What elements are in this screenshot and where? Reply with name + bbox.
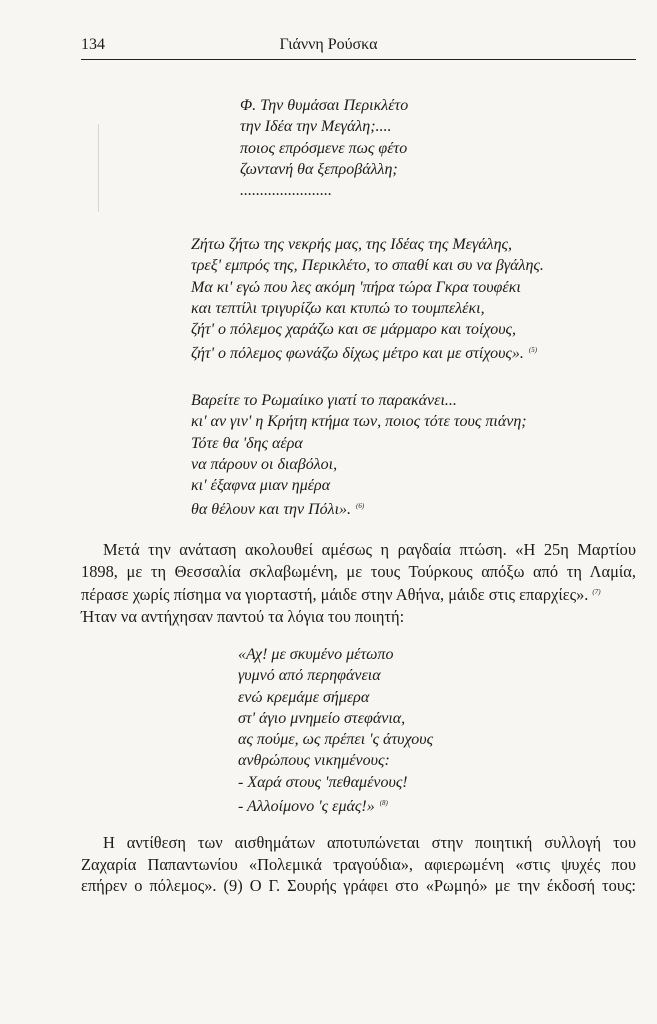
poem-line: ενώ κρεμάμε σήμερα (238, 688, 370, 706)
poem-line: ποιος επρόσμενε πως φέτο (240, 139, 408, 157)
poem-line (191, 340, 544, 364)
poem-line: ζωντανή θα ξεπροβάλλη; (240, 160, 398, 178)
body-paragraph-2 (81, 832, 636, 897)
poem-stanza-1 (240, 95, 408, 201)
poem-stanza-4 (238, 644, 433, 817)
paragraph-line: Ζαχαρία Παπαντωνίου «Πολεμικά τραγούδια», αφιερωμένη «στις ψυχές που (81, 854, 636, 874)
poem-line (238, 793, 433, 817)
poem-line: γυμνό από περηφάνεια (238, 667, 381, 685)
paragraph-line: Η αντίθεση των αισθημάτων αποτυπώνεται στην ποιητική συλλογή του (103, 833, 636, 852)
poem-line: Φ. Την θυμάσαι Περικλέτο (240, 97, 409, 114)
poem-line: και τεπτίλι τριγυρίζω και κτυπώ το τουμπελέκι, (191, 299, 485, 317)
poem-line: κι' αν γιν' η Κρήτη κτήμα των, ποιος τότε τους πιάνη; (191, 413, 527, 431)
footnote-ref-5: (5) (528, 346, 538, 355)
poem-line: Ζήτω ζήτω της νεκρής μας, της Ιδέας της Μεγάλης, (191, 236, 513, 253)
poem-line: «Αχ! με σκυμένο μέτωπο (238, 646, 394, 663)
poem-line: κι' έξαφνα μιαν ημέρα (191, 477, 331, 495)
paragraph-line: 1898, με τη Θεσσαλία σκλαβωμένη, με τους Τούρκους απόξω από τη Λαμία, (81, 561, 636, 581)
page-number: 134 (81, 36, 105, 53)
running-title: Γιάννη Ρούσκα (279, 36, 378, 53)
poem-line-text: θα θέλουν και την Πόλι». (191, 501, 352, 519)
poem-line: ζήτ' ο πόλεμος χαράζω και σε μάρμαρο και τοίχους, (191, 321, 517, 339)
poem-line: - Χαρά στους 'πεθαμένους! (238, 773, 408, 791)
poem-stanza-2 (191, 234, 544, 365)
body-paragraph-1 (81, 539, 636, 627)
margin-mark (98, 124, 99, 212)
poem-line: ας πούμε, ως πρέπει 'ς άτυχους (238, 731, 434, 749)
header-rule (81, 59, 636, 60)
paragraph-line: επήρεν ο πόλεμος». (9) Ο Γ. Σουρής γράφει στο «Ρωμηό» με την έκδοσή τους: (81, 876, 636, 895)
poem-line: να πάρουν οι διαβόλοι, (191, 455, 338, 473)
poem-line: στ' άγιο μνημείο στεφάνια, (238, 709, 406, 727)
paragraph-line (81, 582, 636, 606)
footnote-ref-6: (6) (356, 502, 365, 511)
poem-line: ανθρώπους νικημένους: (238, 752, 390, 770)
poem-line-text: - Αλλοίμονο 'ς εμάς!» (238, 798, 375, 816)
poem-line-text: ζήτ' ο πόλεμος φωνάζω δίχως μέτρο και με στίχους». (191, 345, 524, 363)
poem-line: Μα κι' εγώ που λες ακόμη 'πήρα τώρα Γκρα τουφέκι (191, 278, 521, 296)
paragraph-line: Ήταν να αντήχησαν παντού τα λόγια του ποιητή: (81, 606, 405, 626)
footnote-ref-8: (8) (379, 799, 388, 808)
poem-line: την Ιδέα την Μεγάλη;.... (240, 118, 392, 136)
poem-line: Βαρείτε το Ρωμαίικο γιατί το παρακάνει... (191, 392, 457, 409)
poem-line: τρεξ' εμπρός της, Περικλέτο, το σπαθί και συ να βγάλης. (191, 257, 544, 275)
poem-stanza-3 (191, 390, 527, 521)
poem-line: Τότε θα 'δης αέρα (191, 434, 303, 452)
poem-ellipsis: ....................... (240, 182, 332, 200)
paragraph-line-text: πέρασε χωρίς πίσημα να γιορταστή, μάιδε στην Αθήνα, μάιδε στις επαρχίες». (81, 585, 589, 604)
paragraph-line: Μετά την ανάταση ακολουθεί αμέσως η ραγδαία πτώση. «Η 25η Μαρτίου (103, 540, 636, 559)
footnote-ref-7: (7) (592, 588, 601, 596)
poem-line (191, 496, 527, 520)
